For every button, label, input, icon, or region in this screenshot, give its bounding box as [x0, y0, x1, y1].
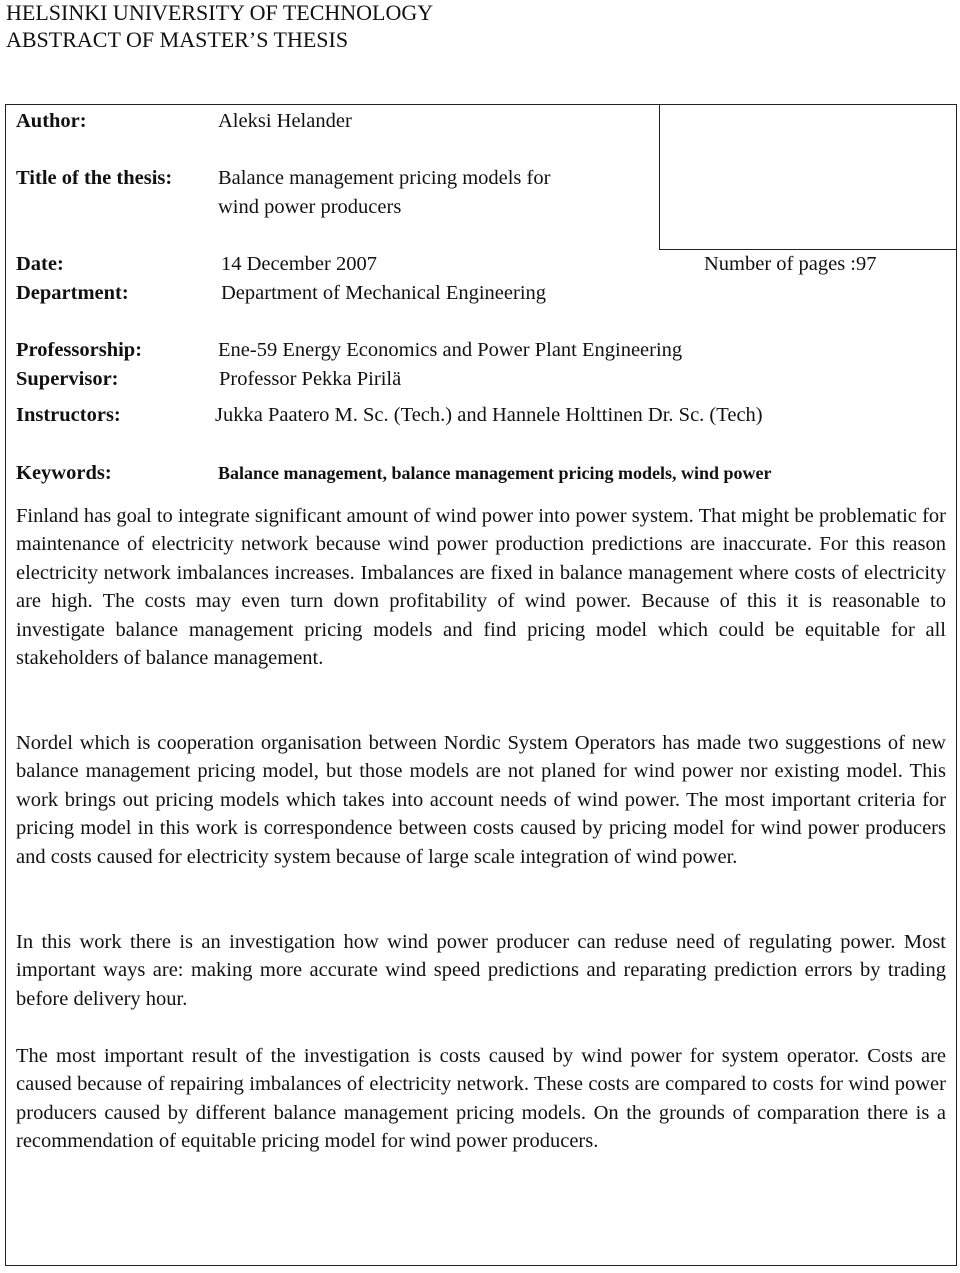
- title-value-line2: wind power producers: [218, 196, 402, 218]
- author-value: Aleksi Helander: [218, 110, 352, 132]
- abstract-paragraph-4: The most important result of the investigation is costs caused by wind power for system operator. Costs are caused because of repairing imbalances of electricity network. These costs are compared to costs for wind power producers caused by different balance management pricing models. On the grounds of comparation there is a recommendation of equitable pricing model for wind power producers.: [16, 1045, 946, 1153]
- document-type: ABSTRACT OF MASTER’S THESIS: [6, 27, 349, 52]
- university-name: HELSINKI UNIVERSITY OF TECHNOLOGY: [6, 0, 434, 25]
- title-value-line1: Balance management pricing models for: [218, 167, 551, 189]
- supervisor-value: Professor Pekka Pirilä: [219, 368, 402, 390]
- abstract-paragraph-1: Finland has goal to integrate significant amount of wind power into power system. That might be problematic for maintenance of electricity network because wind power production predictions are inaccurate. For this reason electricity network imbalances increases. Imbalances are fixed in balance management where costs of electricity are high. The costs may even turn down profitability of wind power. Because of this it is reasonable to investigate balance management pricing models and find pricing model which could be equitable for all stakeholders of balance management.: [16, 505, 946, 670]
- abstract-paragraph-3: In this work there is an investigation how wind power producer can reduse need of regulating power. Most important ways are: making more accurate wind speed predictions and reparating prediction errors by trading before delivery hour.: [16, 931, 946, 1010]
- date-label: Date:: [16, 253, 64, 275]
- instructors-value: Jukka Paatero M. Sc. (Tech.) and Hannele Holttinen Dr. Sc. (Tech): [215, 404, 763, 426]
- department-value: Department of Mechanical Engineering: [221, 282, 547, 304]
- abstract-paragraph-2: Nordel which is cooperation organisation between Nordic System Operators has made two suggestions of new balance management pricing model, but those models are not planed for wind power nor existing model. This work brings out pricing models which takes into account needs of wind power. The most important criteria for pricing model in this work is correspondence between costs caused by pricing model for wind power producers and costs caused for electricity system because of large scale integration of wind power.: [16, 732, 946, 868]
- keywords-value: Balance management, balance management pricing models, wind power: [218, 463, 772, 483]
- frame-divider-vertical: [659, 104, 660, 250]
- instructors-label: Instructors:: [16, 404, 121, 426]
- department-label: Department:: [16, 282, 129, 304]
- keywords-label: Keywords:: [16, 462, 112, 484]
- professorship-value: Ene-59 Energy Economics and Power Plant Engineering: [218, 339, 683, 361]
- date-value: 14 December 2007: [221, 253, 377, 275]
- supervisor-label: Supervisor:: [16, 368, 119, 390]
- professorship-label: Professorship:: [16, 339, 143, 361]
- title-label: Title of the thesis:: [16, 167, 173, 189]
- number-of-pages: Number of pages :97: [704, 253, 877, 275]
- author-label: Author:: [16, 110, 87, 132]
